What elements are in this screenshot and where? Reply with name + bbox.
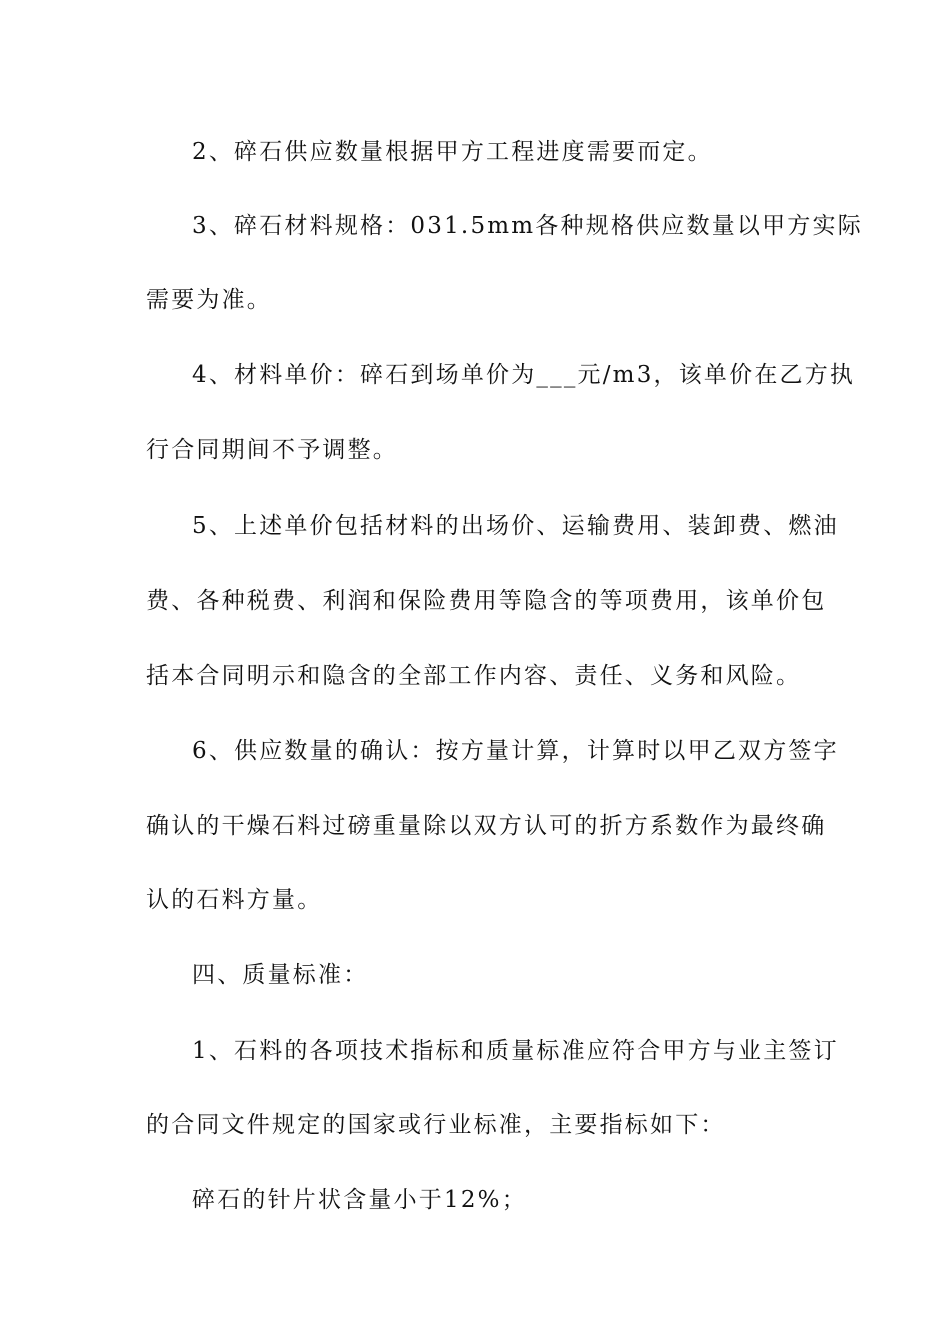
paragraph-line-4: 4、材料单价：碎石到场单价为___元/m3，该单价在乙方执 [192, 362, 856, 388]
paragraph-line-3: 需要为准。 [146, 287, 272, 313]
section-heading: 四、质量标准： [192, 962, 369, 988]
paragraph-line-14: 碎石的针片状含量小于12%； [192, 1187, 527, 1213]
paragraph-line-5: 行合同期间不予调整。 [146, 437, 398, 463]
paragraph-line-11: 认的石料方量。 [146, 887, 323, 913]
paragraph-line-8: 括本合同明示和隐含的全部工作内容、责任、义务和风险。 [146, 663, 802, 689]
paragraph-line-13: 的合同文件规定的国家或行业标准，主要指标如下： [146, 1112, 726, 1138]
paragraph-line-10: 确认的干燥石料过磅重量除以双方认可的折方系数作为最终确 [146, 813, 827, 839]
paragraph-line-2: 3、碎石材料规格：031.5mm各种规格供应数量以甲方实际 [192, 213, 863, 239]
paragraph-line-6: 5、上述单价包括材料的出场价、运输费用、装卸费、燃油 [192, 513, 839, 539]
paragraph-line-7: 费、各种税费、利润和保险费用等隐含的等项费用，该单价包 [146, 588, 827, 614]
paragraph-line-9: 6、供应数量的确认：按方量计算，计算时以甲乙双方签字 [192, 738, 839, 764]
paragraph-line-12: 1、石料的各项技术指标和质量标准应符合甲方与业主签订 [192, 1038, 839, 1064]
paragraph-line-1: 2、碎石供应数量根据甲方工程进度需要而定。 [192, 139, 713, 165]
